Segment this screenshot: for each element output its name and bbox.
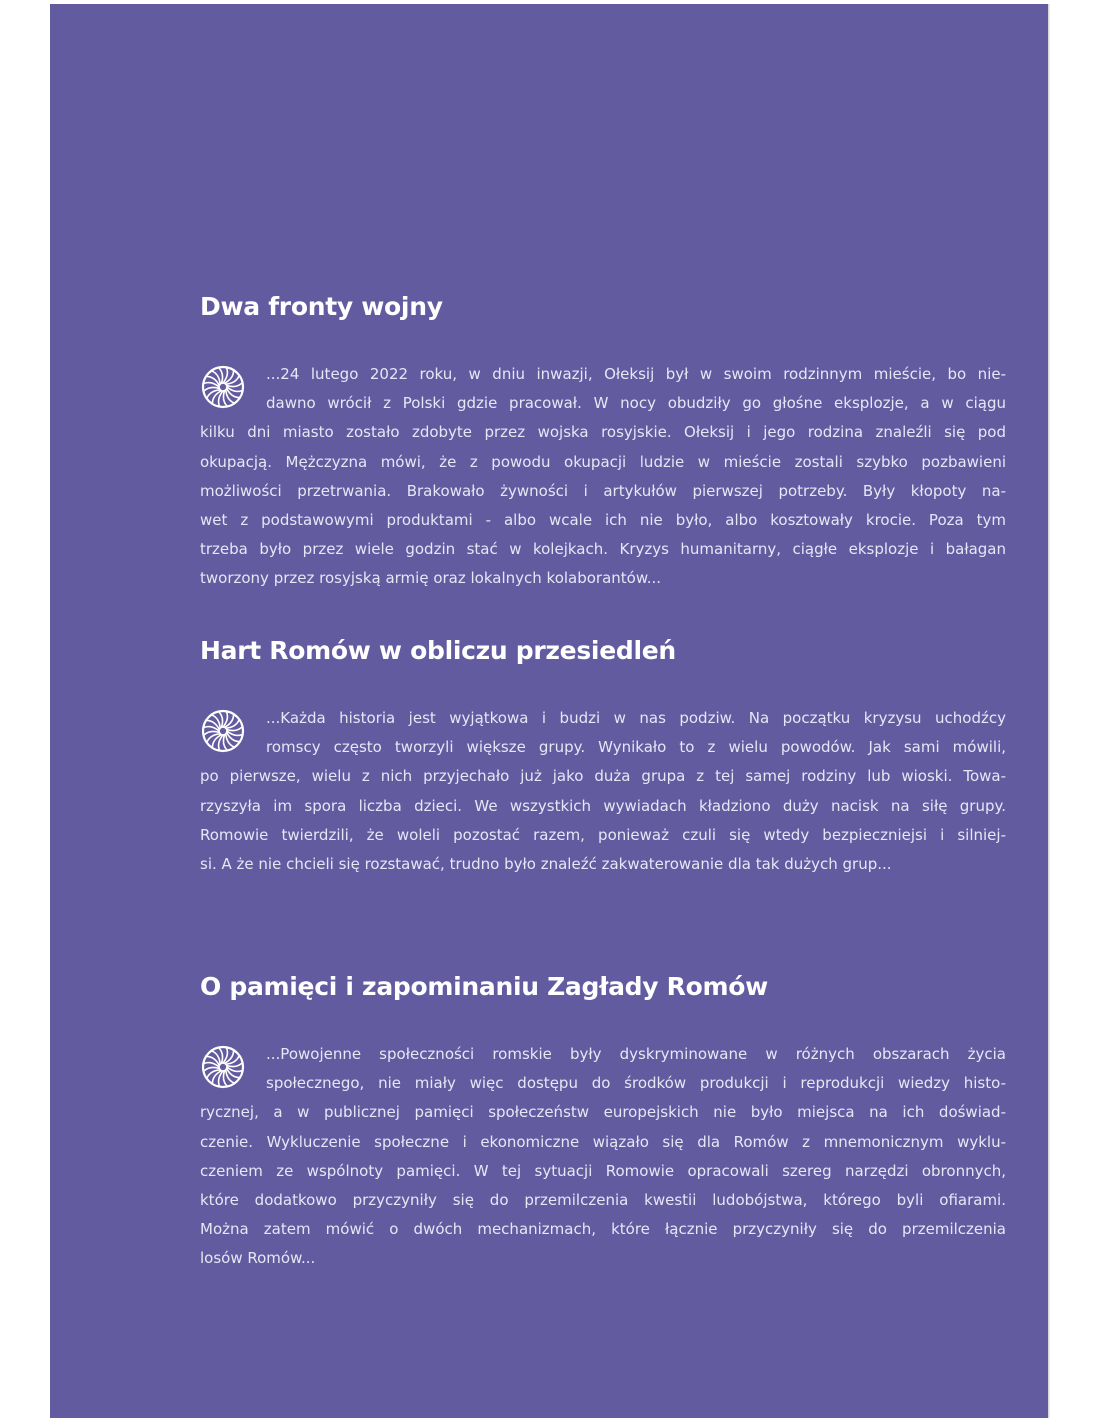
section-hart-romow	[200, 634, 1006, 879]
text-line: losów Romów...	[200, 1249, 316, 1268]
section-heading: Hart Romów w obliczu przesiedleń	[200, 636, 676, 665]
text-line: po pierwsze, wielu z nich przyjechało już jako duża grupa z tej samej rodziny lub wioski. Towa-	[200, 767, 1006, 786]
text-line: ...Każda historia jest wyjątkowa i budzi w nas podziw. Na początku kryzysu uchodźcy	[266, 709, 1006, 727]
text-line: wet z podstawowymi produktami - albo wcale ich nie było, albo kosztowały krocie. Poza tym	[200, 510, 1006, 529]
section-body	[200, 1040, 1006, 1274]
text-line: tworzony przez rosyjską armię oraz lokalnych kolaborantów...	[200, 569, 662, 588]
text-line: romscy często tworzyli większe grupy. Wynikało to z wielu powodów. Jak sami mówili,	[266, 738, 1006, 757]
text-line: które dodatkowo przyczyniły się do przemilczenia kwestii ludobójstwa, którego byli ofiarami.	[200, 1190, 1006, 1209]
page	[50, 4, 1048, 1418]
text-line: czeniem ze wspólnoty pamięci. W tej sytuacji Romowie opracowali szereg narzędzi obronnych,	[200, 1161, 1006, 1180]
text-line: si. A że nie chcieli się rozstawać, trudno było znaleźć zakwaterowanie dla tak dużych grup...	[200, 854, 892, 873]
section-dwa-fronty-wojny	[200, 290, 1006, 594]
section-heading: Dwa fronty wojny	[200, 292, 443, 321]
roma-wheel-icon	[200, 364, 246, 410]
text-line: rzyszyła im spora liczba dzieci. We wszystkich wywiadach kładziono duży nacisk na siłę grupy.	[200, 796, 1006, 815]
text-line: kilku dni miasto zostało zdobyte przez wojska rosyjskie. Ołeksij i jego rodzina znaleźli się pod	[200, 423, 1006, 442]
roma-wheel-icon	[200, 708, 246, 754]
text-line: rycznej, a w publicznej pamięci społeczeństw europejskich nie było miejsca na ich doświad-	[200, 1103, 1006, 1122]
section-body	[200, 360, 1006, 594]
section-heading: O pamięci i zapominaniu Zagłady Romów	[200, 972, 768, 1001]
text-line: ...24 lutego 2022 roku, w dniu inwazji, Ołeksij był w swoim rodzinnym mieście, bo nie-	[266, 365, 1006, 383]
text-line: ...Powojenne społeczności romskie były dyskryminowane w różnych obszarach życia	[266, 1045, 1006, 1063]
text-line: czenie. Wykluczenie społeczne i ekonomiczne wiązało się dla Romów z mnemonicznym wyklu-	[200, 1132, 1006, 1151]
text-line: społecznego, nie miały więc dostępu do środków produkcji i reprodukcji wiedzy histo-	[266, 1074, 1006, 1093]
text-line: okupacją. Mężczyzna mówi, że z powodu okupacji ludzie w mieście zostali szybko pozbawieni	[200, 452, 1006, 471]
roma-wheel-icon	[200, 1044, 246, 1090]
text-line: Można zatem mówić o dwóch mechanizmach, które łącznie przyczyniły się do przemilczenia	[200, 1220, 1006, 1239]
section-o-pamieci	[200, 970, 1006, 1274]
text-line: trzeba było przez wiele godzin stać w kolejkach. Kryzys humanitarny, ciągłe eksplozje i bałagan	[200, 540, 1006, 559]
text-line: dawno wrócił z Polski gdzie pracował. W nocy obudziły go głośne eksplozje, a w ciągu	[266, 394, 1006, 413]
text-line: Romowie twierdzili, że woleli pozostać razem, ponieważ czuli się wtedy bezpieczniejsi i silniej-	[200, 825, 1006, 844]
text-line: możliwości przetrwania. Brakowało żywności i artykułów pierwszej potrzeby. Były kłopoty na-	[200, 481, 1006, 500]
section-body	[200, 704, 1006, 879]
